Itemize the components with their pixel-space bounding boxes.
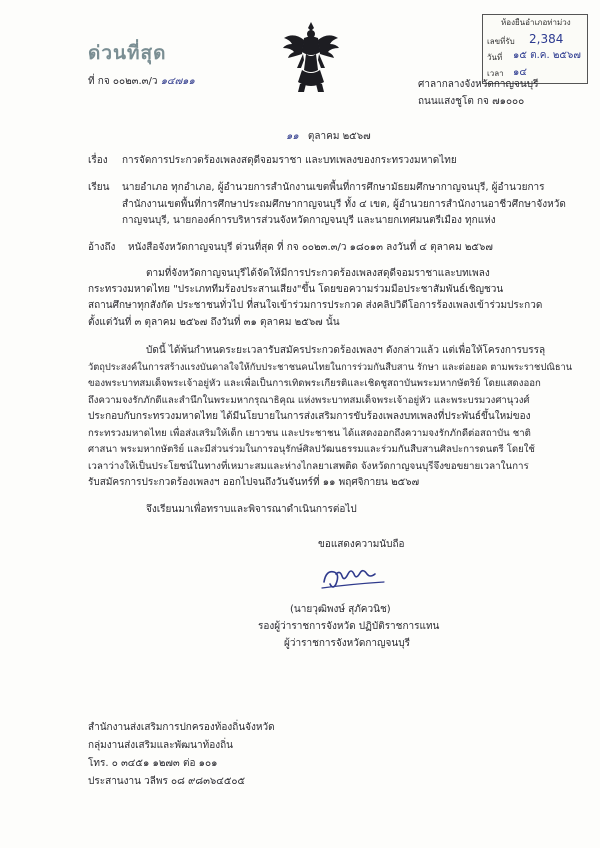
body-paragraph2-line: ศาสนา พระมหากษัตริย์ และมีส่วนร่วมในการอนุรักษ์ศิลปวัฒนธรรมและร่วมกันสืบสานศิลปะการดนตรี โดยใช้	[88, 444, 535, 455]
body-paragraph2-line: กระทรวงมหาดไทย เพื่อส่งเสริมให้เด็ก เยาวชน และประชาชน ได้แสดงออกถึงความจงรักภักดีต่อสถาบัน ชาติ	[88, 428, 531, 439]
body-paragraph2-line: รับสมัครการประกวดร้องเพลงฯ ออกไปจนถึงวันจันทร์ที่ ๑๑ พฤศจิกายน ๒๕๖๗	[88, 477, 420, 488]
footer-phone: โทร. ๐ ๓๔๕๑ ๑๒๗๓ ต่อ ๑๐๑	[88, 758, 218, 769]
footer-division: กลุ่มงานส่งเสริมและพัฒนาท้องถิ่น	[88, 740, 233, 751]
date-month-year: ตุลาคม ๒๕๖๗	[307, 131, 371, 142]
stamp-received-no: 2,384	[529, 32, 564, 46]
signer-position: รองผู้ว่าราชการจังหวัด ปฏิบัติราชการแทน	[258, 621, 440, 632]
body-paragraph1-line: ตามที่จังหวัดกาญจนบุรีได้จัดให้มีการประกวดร้องเพลงสดุดีจอมราชาและบทเพลง	[146, 268, 490, 279]
urgency-stamp: ด่วนที่สุด	[88, 42, 167, 64]
doc-number-handwritten: ๑๔๗๑๑	[160, 76, 195, 87]
signer-name: (นายวุฒิพงษ์ สุภัควนิช)	[290, 604, 391, 615]
closing-salutation: ขอแสดงความนับถือ	[318, 539, 405, 550]
receipt-stamp	[482, 14, 588, 84]
subject-text: การจัดการประกวดร้องเพลงสดุดีจอมราชา และบทเพลงของกระทรวงมหาดไทย	[122, 155, 457, 166]
footer-coordinator: ประสานงาน วลีพร ๐๘ ๙๘๓๖๔๕๐๕	[88, 776, 246, 787]
body-paragraph2-line: ถึงความจงรักภักดีและสำนึกในพระมหากรุณาธิคุณ แห่งพระบาทสมเด็จพระเจ้าอยู่หัว และพระบรมวงศานุวงศ์	[88, 395, 530, 406]
date-day-handwritten: ๑๑	[286, 131, 299, 142]
signer-position-2: ผู้ว่าราชการจังหวัดกาญจนบุรี	[284, 638, 410, 649]
stamp-received-no-label: เลขที่รับ	[487, 37, 515, 46]
subject-label: เรื่อง	[88, 155, 108, 166]
stamp-date: ๑๕ ต.ค. ๒๕๖๗	[513, 50, 581, 61]
stamp-date-label: วันที่	[487, 53, 503, 62]
recipients-line: นายอำเภอ ทุกอำเภอ, ผู้อำนวยการสำนักงานเขตพื้นที่การศึกษามัธยมศึกษากาญจนบุรี, ผู้อำนวยการ	[122, 182, 545, 193]
stamp-time: ๑๔	[513, 67, 527, 78]
doc-date	[286, 131, 371, 143]
body-paragraph2-line: ประกอบกับกระทรวงมหาดไทย ได้มีนโยบายในการส่งเสริมการขับร้องเพลงบทเพลงที่ประพันธ์ขึ้นใหม่ของ	[88, 411, 531, 422]
body-paragraph2-line: เวลาว่างให้เป็นประโยชน์ในทางที่เหมาะสมและห่างไกลยาเสพติด จังหวัดกาญจนบุรีจึงขอขยายเวลาในการ	[88, 461, 529, 472]
doc-number-printed: ที่ กจ ๐๐๒๓.๓/ว	[88, 76, 158, 87]
stamp-office: ห้องยืนอำเภอท่าม่วง	[501, 18, 571, 27]
body-paragraph1-line: ตั้งแต่วันที่ ๓ ตุลาคม ๒๕๖๗ ถึงวันที่ ๓๑ ตุลาคม ๒๕๖๗ นั้น	[88, 317, 340, 328]
body-paragraph1-line: สถานศึกษาทุกสังกัด ประชาชนทั่วไป ที่สนใจเข้าร่วมการประกวด ส่งคลิปวิดีโอการร้องเพลงเข้าร่วมประกวด	[88, 300, 543, 311]
reference-text: หนังสือจังหวัดกาญจนบุรี ด่วนที่สุด ที่ กจ ๐๐๒๓.๓/ว ๑๘๐๑๓ ลงวันที่ ๔ ตุลาคม ๒๕๖๗	[128, 242, 493, 253]
reference-label: อ้างถึง	[88, 242, 116, 253]
body-paragraph2-line: บัดนี้ ได้พ้นกำหนดระยะเวลารับสมัครประกวดร้องเพลงฯ ดังกล่าวแล้ว แต่เพื่อให้โครงการบรรลุ	[146, 345, 546, 356]
body-paragraph2-line: ของพระบาทสมเด็จพระเจ้าอยู่หัว และเพื่อเป็นการเทิดพระเกียรติและเชิดชูสถาบันพระมหากษัตริย์ โดยแสดงออก	[88, 378, 541, 389]
footer-office: สำนักงานส่งเสริมการปกครองท้องถิ่นจังหวัด	[88, 722, 275, 733]
doc-number	[88, 76, 195, 88]
garuda-emblem	[282, 20, 340, 94]
signature-image	[318, 560, 388, 594]
agency-name: ศาลากลางจังหวัดกาญจนบุรี	[418, 79, 539, 90]
recipients-line: กาญจนบุรี, นายกองค์การบริหารส่วนจังหวัดกาญจนบุรี และนายกเทศมนตรีเมือง ทุกแห่ง	[122, 215, 496, 226]
recipients-label: เรียน	[88, 182, 110, 193]
body-paragraph1-line: กระทรวงมหาดไทย "ประเภททีมร้องประสานเสียง"ขึ้น โดยขอความร่วมมือประชาสัมพันธ์เชิญชวน	[88, 284, 504, 295]
body-paragraph2-line: วัตถุประสงค์ในการสร้างแรงบันดาลใจให้กับประชาชนคนไทยในการร่วมกันสืบสาน รักษา และต่อยอด ตามพระราชปณิธาน	[88, 362, 573, 373]
body-paragraph3: จึงเรียนมาเพื่อทราบและพิจารณาดำเนินการต่อไป	[146, 504, 357, 515]
stamp-time-label: เวลา	[487, 69, 504, 78]
agency-address: ถนนแสงชูโต กจ ๗๑๐๐๐	[418, 96, 525, 107]
recipients-line: สำนักงานเขตพื้นที่การศึกษาประถมศึกษากาญจนบุรี ทั้ง ๔ เขต, ผู้อำนวยการสำนักงานอาชีวศึกษาจังหวัด	[122, 199, 566, 210]
